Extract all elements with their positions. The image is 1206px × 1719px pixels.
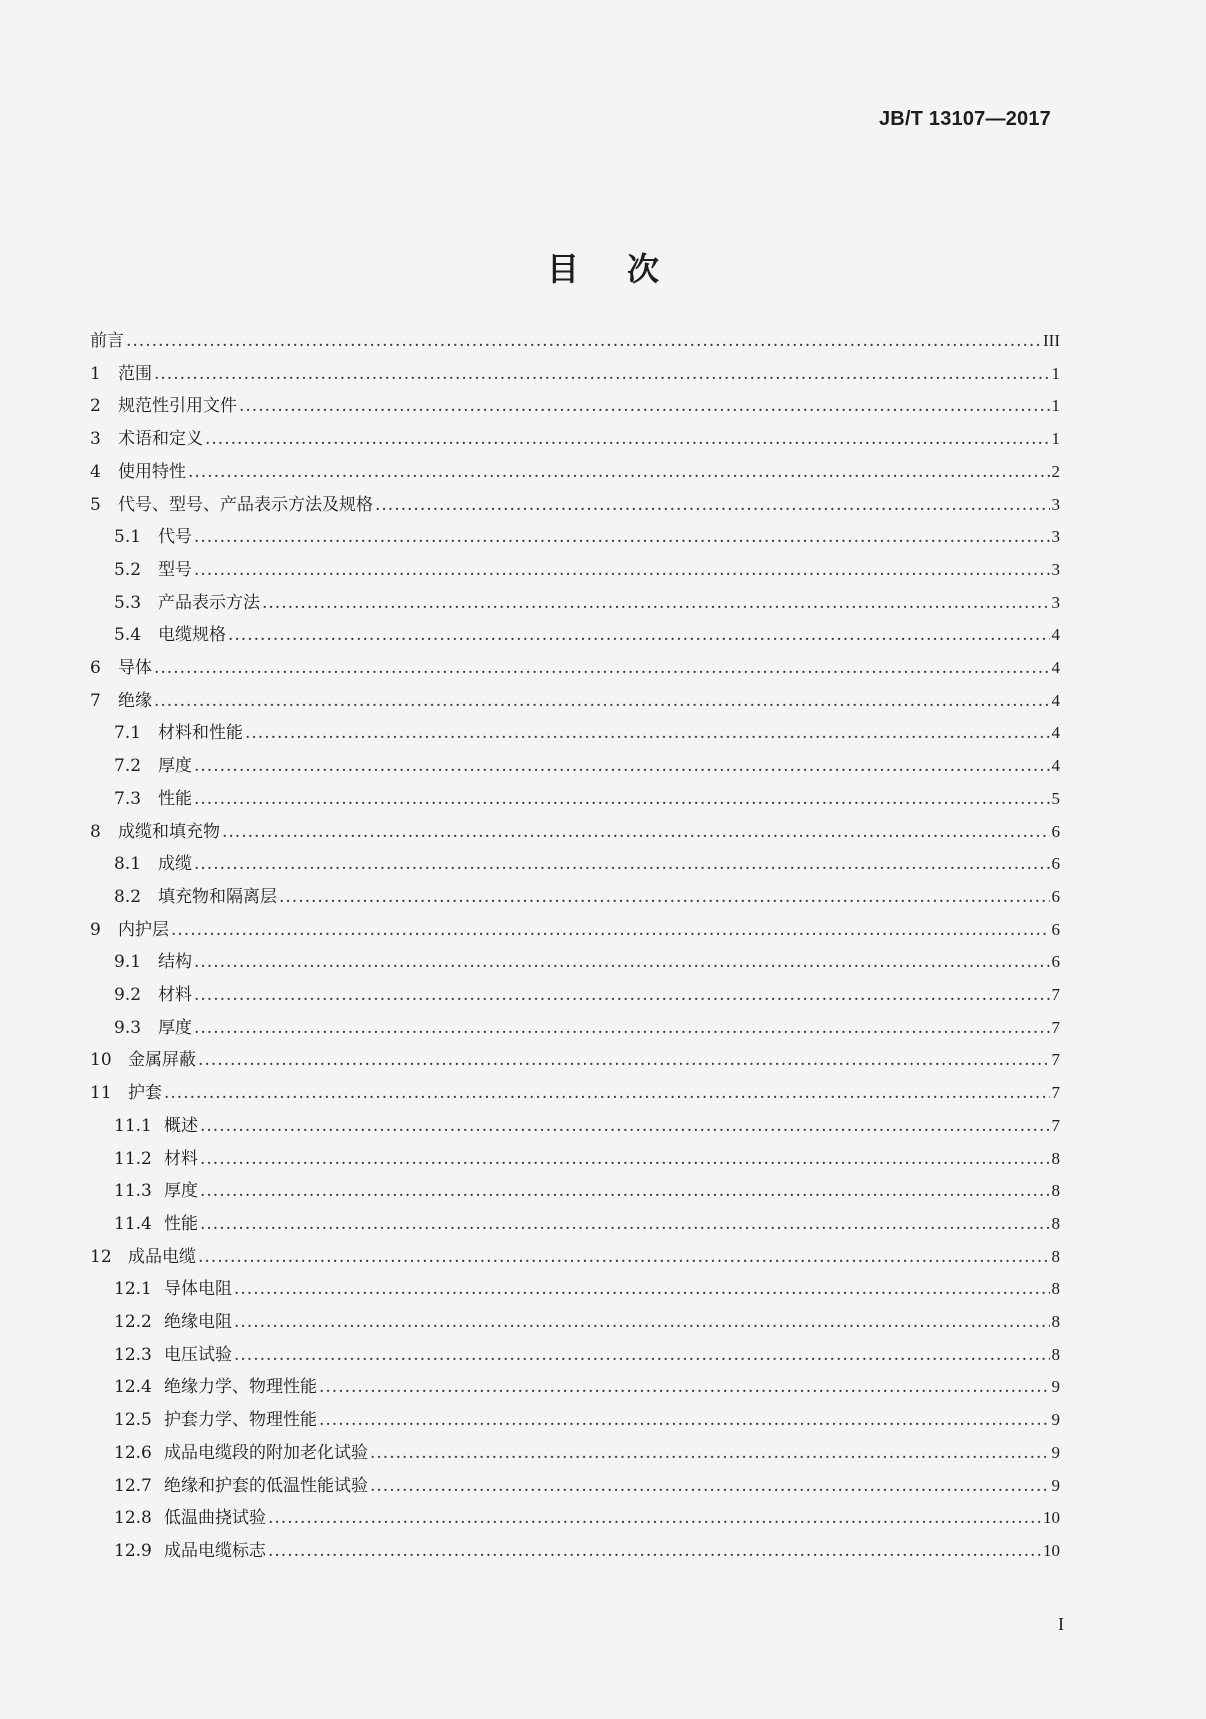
toc-entry: [90, 1307, 1060, 1337]
toc-leader-dots: [262, 588, 1050, 618]
toc-entry: [90, 391, 1060, 421]
toc-leader-dots: [319, 1405, 1050, 1435]
toc-entry-label: 导体: [118, 658, 152, 678]
toc-entry: [90, 653, 1060, 683]
page-number: I: [1058, 1614, 1064, 1634]
toc-entry: [90, 882, 1060, 912]
toc-entry-label: 厚度: [158, 756, 192, 777]
toc-entry: [90, 915, 1060, 945]
toc-entry-number: 12.2: [114, 1312, 152, 1332]
toc-entry: [90, 555, 1060, 585]
toc-leader-dots: [375, 490, 1050, 520]
toc-entry-page: 4: [1051, 625, 1060, 645]
toc-entry-page: 3: [1051, 494, 1060, 514]
toc-entry: [90, 1372, 1060, 1402]
toc-entry: [90, 1209, 1060, 1239]
toc-entry-label: 性能: [158, 788, 192, 809]
toc-entry-label: 成品电缆段的附加老化试验: [164, 1442, 368, 1463]
toc-entry-page: 8: [1051, 1246, 1060, 1266]
toc-entry-number: 12.1: [114, 1279, 152, 1300]
toc-entry-label: 材料和性能: [158, 723, 243, 744]
toc-entry-label: 性能: [164, 1213, 198, 1234]
toc-entry-page: 7: [1051, 1083, 1060, 1103]
toc-entry-page: 3: [1051, 527, 1060, 547]
toc-entry-page: 7: [1051, 985, 1060, 1004]
toc-entry-page: 8: [1051, 1279, 1060, 1299]
toc-entry-label: 术语和定义: [118, 429, 203, 450]
toc-entry-label: 代号: [158, 527, 192, 548]
toc-entry-number: 7.1: [114, 723, 142, 744]
toc-entry-number: 12.5: [114, 1410, 152, 1431]
toc-entry-page: 6: [1051, 821, 1060, 841]
toc-entry-number: 9.3: [114, 1017, 142, 1038]
toc-entry-number: 11.3: [114, 1181, 152, 1202]
toc-entry: [90, 457, 1060, 487]
toc-entry-number: 11.4: [114, 1213, 152, 1234]
toc-entry: [90, 849, 1060, 879]
toc-leader-dots: [171, 915, 1050, 945]
toc-entry-page: 6: [1051, 919, 1060, 939]
toc-leader-dots: [200, 1144, 1050, 1174]
toc-entry-label: 成品电缆: [128, 1246, 196, 1267]
toc-leader-dots: [154, 653, 1050, 683]
toc-leader-dots: [200, 1111, 1050, 1141]
toc-entry-number: 9: [90, 919, 101, 940]
toc-entry-number: 12.9: [114, 1540, 152, 1561]
toc-entry-number: 9.2: [114, 985, 142, 1005]
toc-entry-page: 1: [1051, 396, 1060, 416]
toc-entry-number: 8: [90, 821, 101, 842]
toc-entry-label: 产品表示方法: [158, 592, 260, 613]
toc-entry: [90, 718, 1060, 748]
toc-entry-number: 5.3: [114, 592, 142, 613]
toc-entry-label: 护套力学、物理性能: [164, 1410, 317, 1431]
toc-entry-number: 2: [90, 396, 101, 417]
toc-entry-label: 填充物和隔离层: [158, 886, 277, 907]
toc-entry-number: 11.2: [114, 1148, 152, 1169]
toc-leader-dots: [268, 1536, 1041, 1566]
toc-entry-label: 低温曲挠试验: [164, 1508, 266, 1529]
toc-entry: [90, 686, 1060, 716]
toc-entry-label: 前言: [90, 331, 124, 351]
toc-entry-page: 8: [1051, 1312, 1060, 1331]
toc-entry-label: 绝缘: [118, 690, 152, 711]
toc-entry: [90, 1340, 1060, 1370]
toc-leader-dots: [194, 980, 1050, 1010]
toc-entry-page: 4: [1051, 658, 1060, 677]
toc-entry: [90, 784, 1060, 814]
toc-entry-page: 2: [1051, 461, 1060, 481]
standard-code: JB/T 13107—2017: [878, 108, 1051, 130]
toc-entry: [90, 522, 1060, 552]
toc-entry-page: 8: [1051, 1344, 1060, 1364]
toc-entry: [90, 1471, 1060, 1501]
toc-entry-page: III: [1043, 331, 1060, 350]
toc-entry-number: 9.1: [114, 952, 142, 973]
toc-entry-number: 5: [90, 494, 101, 515]
toc-entry-page: 9: [1051, 1410, 1060, 1430]
toc-leader-dots: [198, 1045, 1050, 1075]
toc-leader-dots: [234, 1274, 1050, 1304]
toc-entry-label: 范围: [118, 363, 152, 384]
toc-entry-page: 9: [1051, 1377, 1060, 1397]
toc-entry-page: 8: [1051, 1148, 1060, 1168]
toc-entry-number: 12: [90, 1246, 112, 1267]
toc-entry-number: 7: [90, 690, 101, 711]
toc-leader-dots: [228, 620, 1050, 650]
toc-entry: [90, 1045, 1060, 1075]
toc-entry-label: 规范性引用文件: [118, 396, 237, 417]
toc-leader-dots: [200, 1209, 1050, 1239]
toc-entry-number: 12.3: [114, 1344, 152, 1365]
toc-leader-dots: [200, 1176, 1050, 1206]
toc-entry-label: 厚度: [158, 1017, 192, 1038]
toc-entry-number: 1: [90, 363, 101, 384]
toc-entry-number: 12.7: [114, 1475, 152, 1496]
toc-entry: [90, 424, 1060, 454]
toc-entry-label: 护套: [128, 1083, 162, 1104]
toc-entry-label: 金属屏蔽: [128, 1050, 196, 1071]
toc-leader-dots: [370, 1438, 1050, 1468]
toc-leader-dots: [245, 718, 1050, 748]
toc-entry: [90, 947, 1060, 977]
toc-leader-dots: [198, 1242, 1050, 1272]
toc-entry: [90, 1274, 1060, 1304]
toc-entry-number: 8.1: [114, 854, 142, 875]
toc-entry-number: 7.2: [114, 756, 142, 777]
toc-leader-dots: [234, 1307, 1050, 1337]
toc-entry: [90, 1176, 1060, 1206]
toc-entry-number: 12.8: [114, 1508, 152, 1529]
toc-leader-dots: [194, 849, 1050, 879]
toc-entry-page: 8: [1051, 1181, 1060, 1201]
toc-leader-dots: [370, 1471, 1050, 1501]
toc-leader-dots: [154, 359, 1050, 389]
toc-leader-dots: [194, 947, 1050, 977]
toc-entry-label: 材料: [158, 985, 192, 1005]
toc-entry-label: 代号、型号、产品表示方法及规格: [118, 494, 373, 515]
toc-entry: [90, 1111, 1060, 1141]
toc-entry-page: 6: [1051, 952, 1060, 972]
toc-leader-dots: [222, 817, 1050, 847]
toc-entry-page: 4: [1051, 690, 1060, 710]
toc-leader-dots: [268, 1503, 1041, 1533]
toc-entry-number: 11.1: [114, 1115, 152, 1136]
toc-entry-label: 厚度: [164, 1181, 198, 1202]
toc-entry-number: 11: [90, 1083, 112, 1104]
page-title: 目次: [546, 250, 707, 288]
toc-entry: [90, 620, 1060, 650]
toc-entry-page: 7: [1051, 1050, 1060, 1070]
toc-entry-page: 5: [1051, 788, 1060, 808]
toc-entry-page: 6: [1051, 886, 1060, 906]
toc-entry: [90, 817, 1060, 847]
toc-entry: [90, 1078, 1060, 1108]
toc-entry-page: 7: [1051, 1115, 1060, 1135]
toc-entry: [90, 1013, 1060, 1043]
toc-entry-page: 10: [1043, 1508, 1060, 1528]
toc-entry-label: 概述: [164, 1115, 198, 1136]
toc-entry: [90, 326, 1060, 356]
toc-entry: [90, 359, 1060, 389]
toc-entry-page: 1: [1051, 429, 1060, 449]
toc-entry: [90, 1503, 1060, 1533]
toc-entry: [90, 1405, 1060, 1435]
toc-entry-number: 5.4: [114, 625, 142, 646]
toc-entry-page: 3: [1051, 559, 1060, 579]
toc-entry-label: 成品电缆标志: [164, 1540, 266, 1561]
toc-leader-dots: [194, 784, 1050, 814]
toc-entry: [90, 1144, 1060, 1174]
toc-entry-label: 电压试验: [164, 1344, 232, 1365]
toc-entry-page: 8: [1051, 1213, 1060, 1233]
toc-leader-dots: [239, 391, 1050, 421]
toc-entry-number: 4: [90, 461, 101, 482]
toc-leader-dots: [164, 1078, 1050, 1108]
toc-entry-number: 12.4: [114, 1377, 152, 1398]
toc-entry-label: 内护层: [118, 919, 169, 940]
toc-leader-dots: [126, 326, 1041, 356]
toc-leader-dots: [194, 1013, 1050, 1043]
toc-entry: [90, 1438, 1060, 1468]
toc-entry: [90, 490, 1060, 520]
toc-entry: [90, 751, 1060, 781]
toc-entry-page: 1: [1051, 363, 1060, 383]
toc-entry-number: 3: [90, 429, 101, 450]
toc-leader-dots: [205, 424, 1050, 454]
toc-entry-label: 型号: [158, 559, 192, 580]
toc-entry: [90, 980, 1060, 1010]
toc-entry-label: 成缆和填充物: [118, 821, 220, 842]
toc-leader-dots: [194, 522, 1050, 552]
toc-leader-dots: [234, 1340, 1050, 1370]
toc-entry-label: 结构: [158, 952, 192, 973]
toc-entry-number: 10: [90, 1050, 112, 1071]
toc-entry: [90, 1242, 1060, 1272]
toc-entry-page: 10: [1043, 1540, 1060, 1560]
toc-leader-dots: [279, 882, 1050, 912]
toc-entry-label: 电缆规格: [158, 625, 226, 646]
toc-entry-page: 4: [1051, 756, 1060, 776]
toc-entry-label: 绝缘和护套的低温性能试验: [164, 1475, 368, 1496]
toc-leader-dots: [319, 1372, 1050, 1402]
toc-entry-page: 7: [1051, 1017, 1060, 1037]
toc-entry-label: 使用特性: [118, 461, 186, 482]
toc-entry-page: 3: [1051, 592, 1060, 612]
toc-entry: [90, 588, 1060, 618]
toc-entry-number: 7.3: [114, 788, 142, 809]
toc-entry-number: 12.6: [114, 1442, 152, 1463]
toc-entry: [90, 1536, 1060, 1566]
toc-entry-label: 绝缘力学、物理性能: [164, 1377, 317, 1398]
toc-entry-page: 6: [1051, 854, 1060, 874]
toc-leader-dots: [194, 751, 1050, 781]
toc-entry-label: 材料: [164, 1148, 198, 1169]
toc-entry-number: 5.1: [114, 527, 142, 548]
toc-entry-label: 导体电阻: [164, 1279, 232, 1300]
toc-leader-dots: [188, 457, 1050, 487]
toc-entry-page: 4: [1051, 723, 1060, 743]
toc-leader-dots: [194, 555, 1050, 585]
toc-leader-dots: [154, 686, 1050, 716]
toc-entry-label: 绝缘电阻: [164, 1312, 232, 1332]
toc-entry-label: 成缆: [158, 854, 192, 875]
toc-entry-number: 6: [90, 658, 101, 678]
toc-entry-page: 9: [1051, 1475, 1060, 1495]
toc-entry-page: 9: [1051, 1442, 1060, 1462]
toc-entry-number: 8.2: [114, 886, 142, 907]
toc-entry-number: 5.2: [114, 559, 142, 580]
